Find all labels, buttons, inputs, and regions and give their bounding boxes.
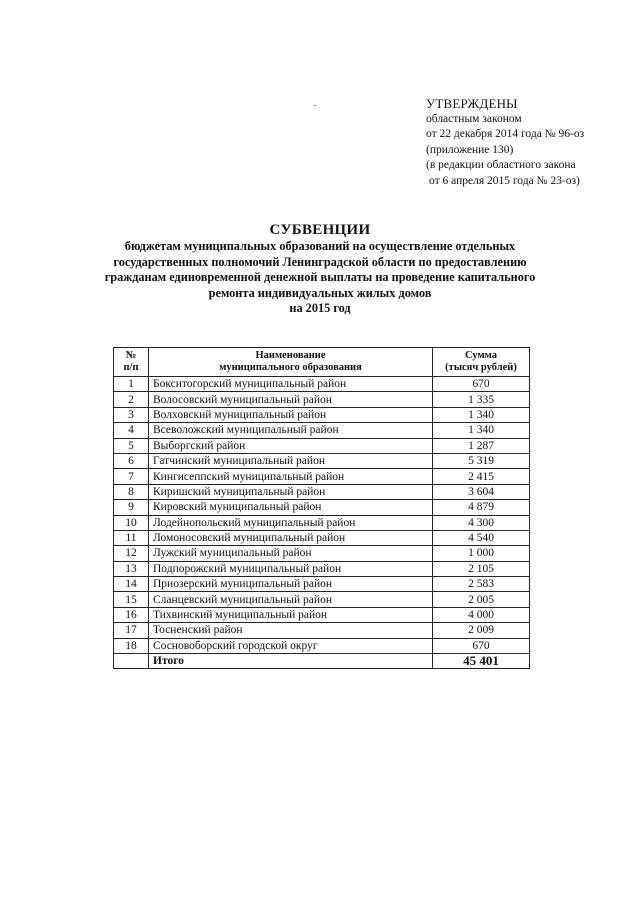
table-row: [114, 392, 530, 407]
document-subtitle-line: ремонта индивидуальных жилых домов: [208, 285, 432, 300]
row-amount: 3 604: [433, 484, 530, 499]
row-amount: 2 105: [433, 561, 530, 576]
document-title: СУБВЕНЦИИ: [269, 222, 371, 238]
total-label: Итого: [149, 654, 433, 669]
table-row: [114, 530, 530, 545]
approval-line: от 22 декабря 2014 года № 96-оз: [426, 128, 585, 141]
table-row: [114, 577, 530, 592]
table-row: [114, 453, 530, 468]
row-number: 4: [114, 423, 149, 438]
header-name-line2: муниципального образования: [219, 362, 362, 373]
table-row: [114, 438, 530, 453]
table-row: [114, 484, 530, 499]
row-municipality: Бокситогорский муниципальный район: [149, 377, 433, 392]
row-municipality: Ломоносовский муниципальный район: [149, 530, 433, 545]
row-municipality: Волосовский муниципальный район: [149, 392, 433, 407]
row-number: 18: [114, 638, 149, 653]
row-amount: 4 879: [433, 500, 530, 515]
row-amount: 4 540: [433, 530, 530, 545]
row-number: 5: [114, 438, 149, 453]
document-year: на 2015 год: [289, 301, 351, 316]
header-amount-line1: Сумма: [465, 350, 497, 361]
row-amount: 2 583: [433, 577, 530, 592]
row-municipality: Киришский муниципальный район: [149, 484, 433, 499]
table-row: [114, 561, 530, 576]
row-municipality: Всеволожский муниципальный район: [149, 423, 433, 438]
row-number: 1: [114, 377, 149, 392]
row-municipality: Тихвинский муниципальный район: [149, 607, 433, 622]
row-number: 7: [114, 469, 149, 484]
approval-line: (приложение 130): [426, 143, 514, 156]
row-municipality: Гатчинский муниципальный район: [149, 453, 433, 468]
table-row: [114, 377, 530, 392]
row-municipality: Приозерский муниципальный район: [149, 577, 433, 592]
row-amount: 2 009: [433, 623, 530, 638]
approval-line: от 6 апреля 2015 года № 23-оз): [429, 174, 580, 187]
row-number: 14: [114, 577, 149, 592]
row-number: 3: [114, 407, 149, 422]
header-number: [114, 348, 149, 377]
row-number: 2: [114, 392, 149, 407]
row-amount: 1 340: [433, 423, 530, 438]
row-municipality: Выборгский район: [149, 438, 433, 453]
table-body: [114, 377, 530, 654]
row-number: 16: [114, 607, 149, 622]
row-amount: 670: [433, 377, 530, 392]
approval-line: (в редакции областного закона: [426, 159, 576, 172]
table-row: [114, 623, 530, 638]
header-name: [149, 348, 433, 377]
table-header-row: [114, 348, 530, 377]
row-municipality: Кингисеппский муниципальный район: [149, 469, 433, 484]
row-amount: 670: [433, 638, 530, 653]
row-amount: 2 005: [433, 592, 530, 607]
row-municipality: Лодейнопольский муниципальный район: [149, 515, 433, 530]
row-number: 10: [114, 515, 149, 530]
table-row: [114, 469, 530, 484]
table-row: [114, 638, 530, 653]
header-number-line2: п/п: [123, 362, 139, 373]
total-number-cell: [114, 654, 149, 669]
table-row: [114, 592, 530, 607]
document-title-block: [60, 221, 580, 317]
approval-heading: УТВЕРЖДЕНЫ: [426, 96, 518, 111]
document-subtitle-line: государственных полномочий Ленинградской области по предоставлению: [113, 254, 527, 269]
row-municipality: Волховский муниципальный район: [149, 407, 433, 422]
row-amount: 2 415: [433, 469, 530, 484]
row-number: 17: [114, 623, 149, 638]
header-amount-line2: (тысяч рублей): [445, 362, 517, 373]
row-municipality: Подпорожский муниципальный район: [149, 561, 433, 576]
row-number: 13: [114, 561, 149, 576]
row-amount: 4 300: [433, 515, 530, 530]
table-row: [114, 546, 530, 561]
row-amount: 4 000: [433, 607, 530, 622]
approval-stamp: [426, 96, 584, 190]
row-number: 6: [114, 453, 149, 468]
table-row: [114, 607, 530, 622]
document-subtitle-line: бюджетам муниципальных образований на осуществление отдельных: [124, 239, 516, 253]
header-number-line1: №: [125, 350, 137, 361]
row-number: 15: [114, 592, 149, 607]
header-amount: [433, 348, 530, 377]
row-municipality: Сланцевский муниципальный район: [149, 592, 433, 607]
row-municipality: Сосновоборский городской округ: [149, 638, 433, 653]
table-row: [114, 407, 530, 422]
row-municipality: Кировский муниципальный район: [149, 500, 433, 515]
row-amount: 1 287: [433, 438, 530, 453]
scan-speck: [314, 105, 316, 106]
table-row: [114, 423, 530, 438]
row-amount: 5 319: [433, 453, 530, 468]
approval-line: областным законом: [426, 112, 522, 125]
header-name-line1: Наименование: [255, 350, 326, 361]
row-number: 11: [114, 530, 149, 545]
total-amount: 45 401: [433, 654, 530, 669]
table-row: [114, 500, 530, 515]
row-number: 9: [114, 500, 149, 515]
row-number: 8: [114, 484, 149, 499]
table-total-row: [114, 654, 530, 669]
row-municipality: Лужский муниципальный район: [149, 546, 433, 561]
table-row: [114, 515, 530, 530]
document-subtitle-line: гражданам единовременной денежной выплаты на проведение капитального: [104, 270, 536, 285]
row-amount: 1 340: [433, 407, 530, 422]
row-number: 12: [114, 546, 149, 561]
row-amount: 1 000: [433, 546, 530, 561]
subventions-table: [113, 347, 530, 669]
row-amount: 1 335: [433, 392, 530, 407]
row-municipality: Тосненский район: [149, 623, 433, 638]
